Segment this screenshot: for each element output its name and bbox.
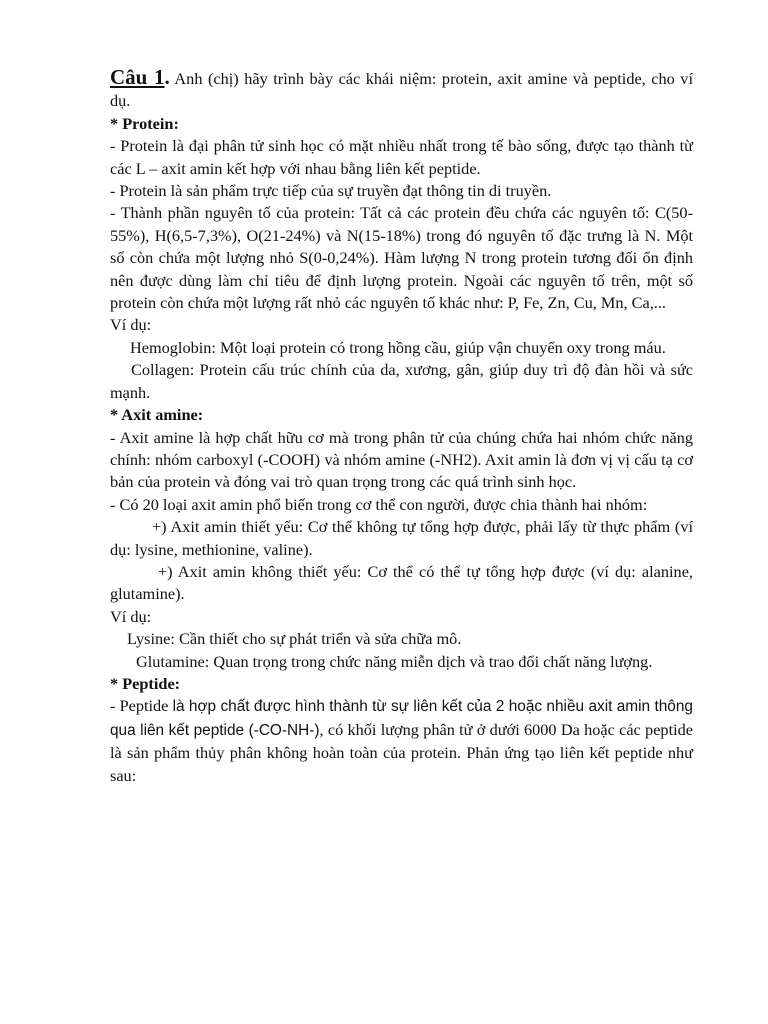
amine-paragraph-1: - Axit amine là hợp chất hữu cơ mà trong phân tử của chúng chứa hai nhóm chức năng chính: nhóm carboxyl (-COOH) và nhóm amine (-NH2). Axit amin là đơn vị vị cấu tạ cơ bản của protein và đóng vai trò quan trọng trong các quá trình sinh học. — [110, 427, 693, 492]
protein-example-2: Collagen: Protein cấu trúc chính của da, xương, gân, giúp duy trì độ đàn hồi và sức mạnh. — [110, 360, 693, 402]
protein-example-label: Ví dụ: — [110, 315, 152, 335]
protein-paragraph-1: - Protein là đại phân tử sinh học có mặt nhiều nhất trong tế bào sống, được tạo thành từ các L – axit amin kết hợp với nhau bằng liên kết peptide. — [110, 136, 693, 178]
question-label-dot: . — [164, 65, 170, 89]
peptide-text-a: - Peptide — [110, 696, 173, 716]
protein-paragraph-3: - Thành phần nguyên tố của protein: Tất cả các protein đều chứa các nguyên tố: C(50-55%), H(6,5-7,3%), O(21-24%) và N(15-18%) trong đó nguyên tố đặc trưng là N. Một số còn chứa một lượng nhỏ S(0-0,24%). Hàm lượng N trong protein tương đối ổn định nên được dùng làm chỉ tiêu để định lượng protein. Ngoài các nguyên tố trên, một số protein còn chứa một lượng rất nhỏ các nguyên tố khác như: P, Fe, Zn, Cu, Mn, Ca,... — [110, 203, 693, 313]
protein-heading: * Protein: — [110, 113, 179, 133]
peptide-heading: * Peptide: — [110, 673, 181, 693]
protein-paragraph-2: - Protein là sản phẩm trực tiếp của sự truyền đạt thông tin di truyền. — [110, 181, 552, 201]
question-text: Anh (chị) hãy trình bày các khái niệm: protein, axit amine và peptide, cho ví dụ. — [110, 69, 693, 111]
question-label: Câu 1 — [110, 65, 165, 89]
amine-paragraph-2: - Có 20 loại axit amin phổ biến trong cơ thể con người, được chia thành hai nhóm: — [110, 494, 648, 514]
amine-group-nonessential: +) Axit amin không thiết yếu: Cơ thể có thể tự tổng hợp được (ví dụ: alanine, glutamine). — [110, 561, 693, 604]
amine-group-essential: +) Axit amin thiết yếu: Cơ thể không tự tổng hợp được, phải lấy từ thực phẩm (ví dụ: lysine, methionine, valine). — [110, 517, 693, 559]
question-paragraph — [110, 66, 693, 113]
peptide-text-c: , có khối lượng phân tử ở dưới 6000 Da hoặc các peptide là sản phẩm thủy phân không hoàn toàn của protein. Phản ứng tạo liên kết peptide như sau: — [110, 719, 693, 785]
peptide-text-b: là hợp chất được hình thành từ sự liên kết của 2 hoặc nhiều axit amin thông qua liên kết peptide (-CO-NH-) — [110, 698, 693, 739]
protein-example-1: Hemoglobin: Một loại protein có trong hồng cầu, giúp vận chuyển oxy trong máu. — [130, 337, 666, 357]
amine-heading: * Axit amine: — [110, 405, 204, 425]
amine-example-label: Ví dụ: — [110, 606, 152, 626]
amine-example-1: Lysine: Cần thiết cho sự phát triển và sửa chữa mô. — [127, 629, 462, 649]
peptide-paragraph-1 — [110, 695, 693, 787]
document-page — [110, 66, 693, 787]
amine-example-2: Glutamine: Quan trọng trong chức năng miễn dịch và trao đổi chất năng lượng. — [136, 651, 653, 671]
